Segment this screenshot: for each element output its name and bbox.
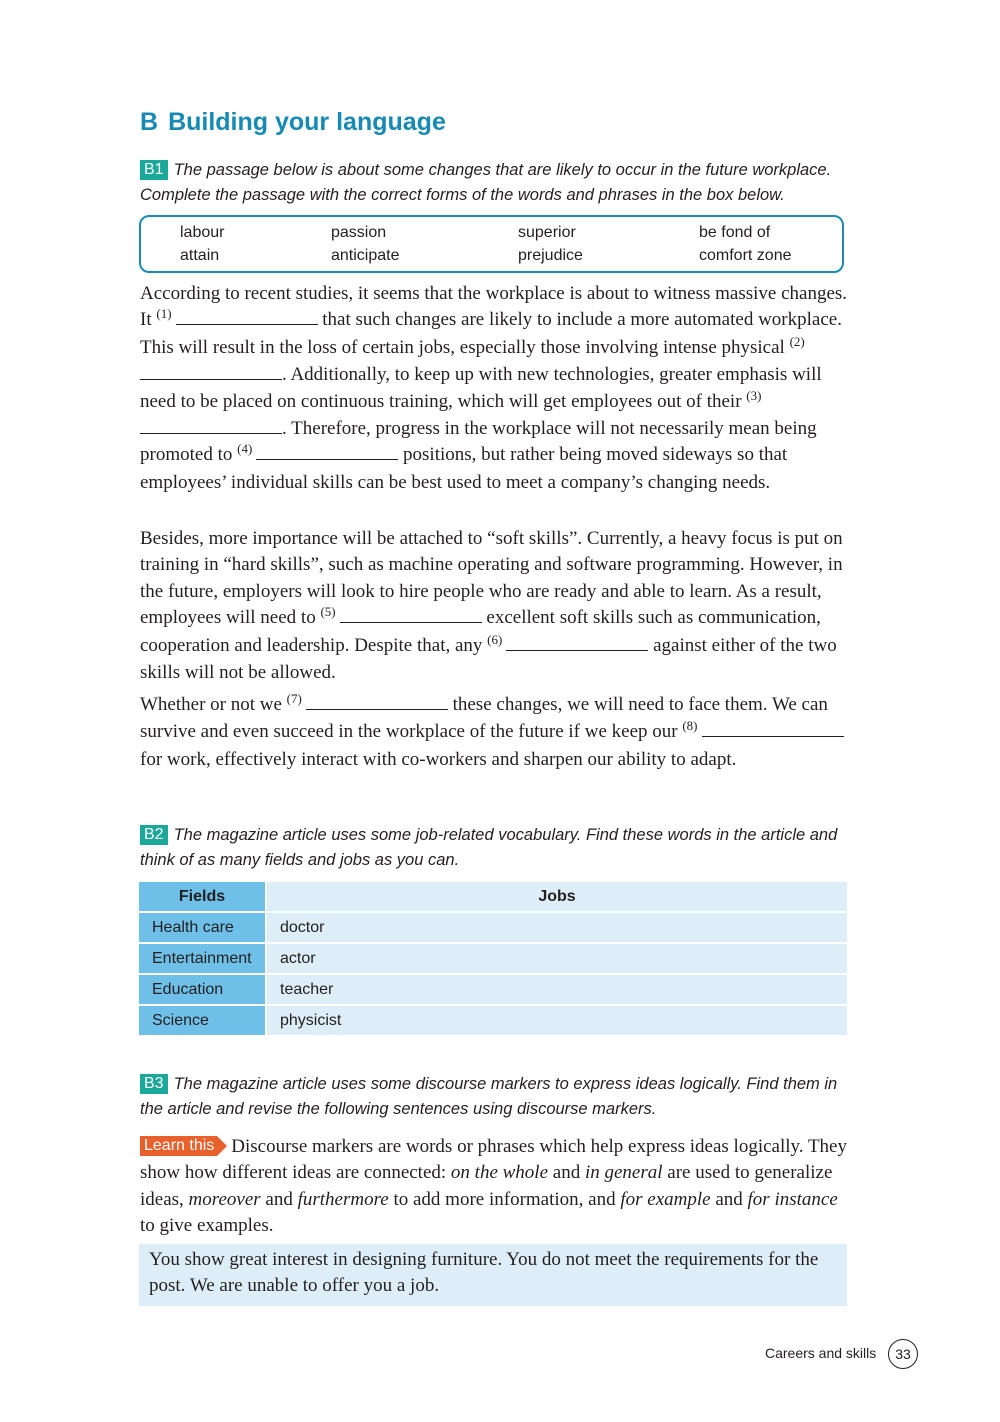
passage-text: Whether or not we [140, 694, 282, 715]
passage-paragraph-2 [140, 526, 850, 686]
answer-blank-5[interactable] [340, 608, 482, 623]
word-box-item: be fond of [699, 224, 771, 241]
learn-text: Discourse markers are words or phrases which help express ideas logically. They show how different ideas are connected: [140, 1136, 847, 1184]
job-cell: physicist [267, 1006, 847, 1035]
field-cell: Education [139, 975, 267, 1004]
word-box-item: labour [180, 224, 225, 241]
answer-blank-4[interactable] [256, 445, 398, 460]
b1-instruction: The passage below is about some changes that are likely to occur in the future workplace. Complete the passage with the correct forms of the words and phrases in the box below. [140, 161, 832, 204]
section-title: Building your language [168, 108, 446, 136]
passage-text: that such changes are likely to include a more automated workplace. This will result in the loss of certain jobs, especially those involving intense physical [140, 309, 842, 358]
passage-text: these changes, we will need to face them. We can survive and even succeed in the workplace of the future if we keep our [140, 694, 828, 743]
section-heading [140, 108, 446, 137]
page-number: 33 [888, 1339, 918, 1369]
word-box [139, 215, 844, 273]
b1-badge: B1 [140, 160, 168, 180]
passage-paragraph-3 [140, 692, 850, 773]
answer-blank-3[interactable] [140, 419, 282, 434]
passage-text: Besides, more importance will be attached to “soft skills”. Currently, a heavy focus is put on training in “hard skills”, such as machine operating and software programming. However, in the future, employers will look to hire people who are ready and able to learn. As a result, employees will need to [140, 528, 843, 629]
learn-text: to give examples. [140, 1215, 274, 1237]
learn-text: and [552, 1162, 581, 1184]
blank-number: (4) [237, 441, 253, 457]
word-box-item: anticipate [331, 247, 400, 264]
field-cell: Health care [139, 913, 267, 942]
field-cell: Entertainment [139, 944, 267, 973]
header-fields: Fields [139, 882, 267, 911]
blank-number: (2) [789, 333, 805, 349]
learn-text: and [265, 1188, 293, 1210]
b3-instruction-block [140, 1072, 856, 1122]
passage-text: According to recent studies, it seems that the workplace is about to witness massive changes. It [140, 283, 848, 331]
answer-blank-6[interactable] [506, 636, 648, 651]
footer-unit-title: Careers and skills [765, 1345, 877, 1361]
b3-badge: B3 [140, 1074, 168, 1094]
header-jobs: Jobs [267, 882, 847, 911]
passage-paragraph-1 [140, 281, 850, 496]
answer-blank-1[interactable] [176, 310, 318, 325]
job-cell: doctor [267, 913, 847, 942]
fields-jobs-table [139, 880, 847, 1037]
section-letter: B [140, 108, 159, 136]
passage-text: . Additionally, to keep up with new technologies, greater emphasis will need to be placed on continuous training, which will get employees out of their [140, 364, 822, 412]
learn-this-block [140, 1134, 850, 1240]
blank-number: (7) [286, 691, 302, 706]
b2-instruction-block [140, 823, 856, 873]
answer-blank-7[interactable] [306, 695, 448, 710]
blank-number: (1) [156, 306, 172, 322]
learn-this-tag: Learn this [140, 1136, 217, 1156]
passage-text: . Therefore, progress in the workplace will not necessarily mean being promoted to [140, 418, 817, 466]
learn-term: for instance [747, 1188, 838, 1210]
learn-text: are used to generalize ideas, [140, 1162, 833, 1210]
field-cell: Science [139, 1006, 267, 1035]
learn-text: to add more information, and [393, 1188, 616, 1210]
learn-term: for example [620, 1188, 711, 1210]
b2-badge: B2 [140, 825, 168, 845]
b1-instruction-block [140, 158, 856, 208]
passage-text: positions, but rather being moved sideways so that employees’ individual skills can be best used to meet a company’s changing needs. [140, 444, 788, 493]
passage-text: excellent soft skills such as communication, cooperation and leadership. Despite that, any [140, 607, 821, 656]
job-cell: teacher [267, 975, 847, 1004]
sentence-box: You show great interest in designing furniture. You do not meet the requirements for the post. We are unable to offer you a job. [139, 1244, 847, 1306]
table-row [139, 975, 847, 1004]
blank-number: (5) [320, 604, 336, 620]
answer-blank-8[interactable] [702, 722, 844, 737]
answer-blank-2[interactable] [140, 365, 282, 380]
table-header-row [139, 882, 847, 911]
passage-text: against either of the two skills will not be allowed. [140, 634, 837, 684]
learn-text: and [715, 1188, 743, 1210]
table-row [139, 913, 847, 942]
b3-instruction: The magazine article uses some discourse markers to express ideas logically. Find them in the article and revise the following sentences using discourse markers. [140, 1075, 838, 1118]
learn-term: moreover [188, 1188, 261, 1210]
table-row [139, 1006, 847, 1035]
blank-number: (8) [682, 718, 698, 734]
job-cell: actor [267, 944, 847, 973]
word-box-item: passion [331, 224, 387, 241]
blank-number: (6) [487, 631, 503, 647]
learn-term: furthermore [297, 1188, 389, 1210]
word-box-item: comfort zone [699, 247, 792, 264]
passage-text: for work, effectively interact with co-workers and sharpen our ability to adapt. [140, 748, 737, 770]
b2-instruction: The magazine article uses some job-related vocabulary. Find these words in the article and think of as many fields and jobs as you can. [140, 826, 838, 869]
word-box-item: superior [518, 224, 576, 241]
blank-number: (3) [746, 387, 762, 403]
word-box-item: attain [180, 247, 220, 264]
learn-term: on the whole [450, 1162, 549, 1184]
word-box-item: prejudice [518, 247, 583, 264]
table-row [139, 944, 847, 973]
learn-term: in general [584, 1162, 663, 1184]
